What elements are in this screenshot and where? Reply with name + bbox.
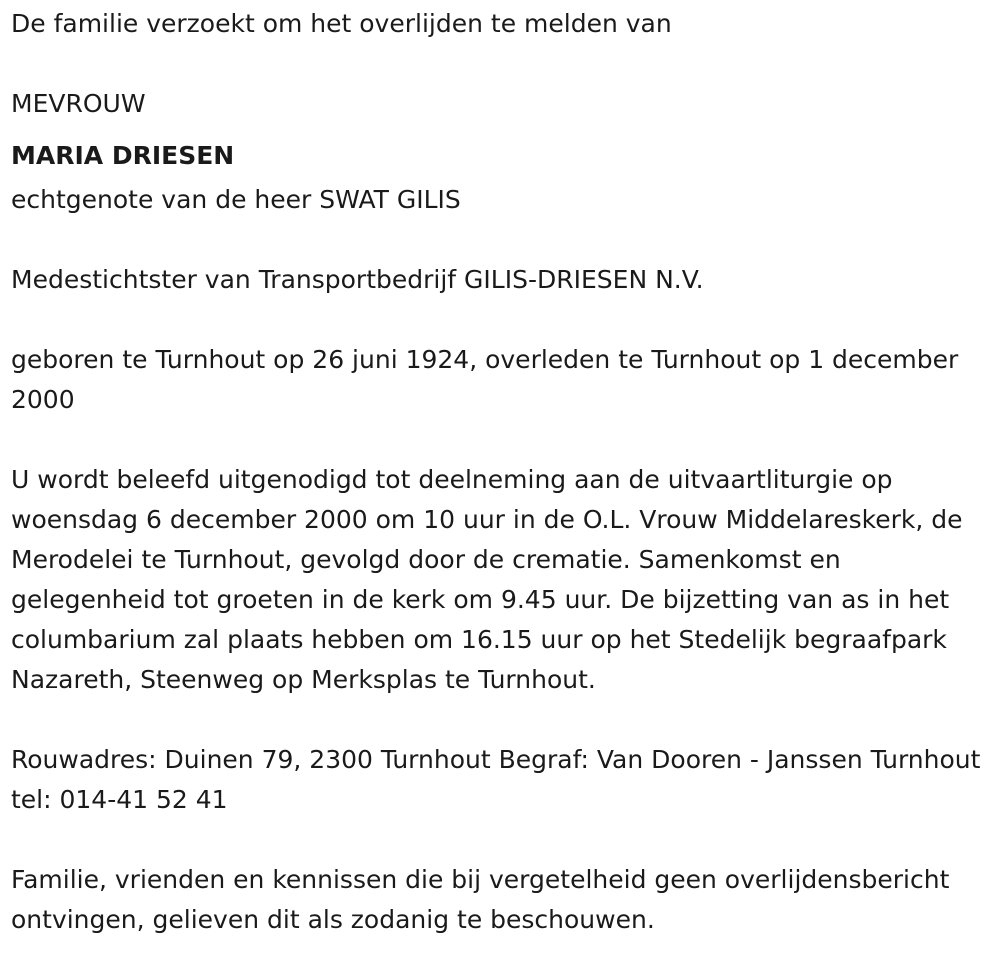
spacer xyxy=(11,420,991,460)
closing-text: Familie, vrienden en kennissen die bij vergetelheid geen overlijdensbericht ontvingen, gelieven dit als zodanig te beschouwen. xyxy=(11,865,950,934)
spouse-text: echtgenote van de heer SWAT GILIS xyxy=(11,185,461,214)
mourning-address-text: Rouwadres: Duinen 79, 2300 Turnhout Begraf: Van Dooren - Janssen Turnhout tel: 014-41 52 41 xyxy=(11,745,981,814)
deceased-name: MARIA DRIESEN xyxy=(11,141,235,170)
funeral-invitation-text: U wordt beleefd uitgenodigd tot deelneming aan de uitvaartliturgie op woensdag 6 december 2000 om 10 uur in de O.L. Vrouw Middelareskerk, de Merodelei te Turnhout, gevolgd door de crematie. Samenkomst en gelegenheid tot groeten in de kerk om 9.45 uur. De bijzetting van as in het columbarium zal plaats hebben om 16.15 uur op het Stedelijk begraafpark Nazareth, Steenweg op Merksplas te Turnhout. xyxy=(11,465,963,694)
honorific-title: MEVROUW xyxy=(11,89,146,118)
spacer xyxy=(11,300,991,340)
spacer xyxy=(11,44,991,84)
obituary-notice xyxy=(11,4,991,940)
spacer xyxy=(11,220,991,260)
role-text: Medestichtster van Transportbedrijf GILIS-DRIESEN N.V. xyxy=(11,265,704,294)
spacer xyxy=(11,820,991,860)
spacer xyxy=(11,700,991,740)
intro-text: De familie verzoekt om het overlijden te melden van xyxy=(11,9,672,38)
birth-death-text: geboren te Turnhout op 26 juni 1924, overleden te Turnhout op 1 december 2000 xyxy=(11,345,959,414)
